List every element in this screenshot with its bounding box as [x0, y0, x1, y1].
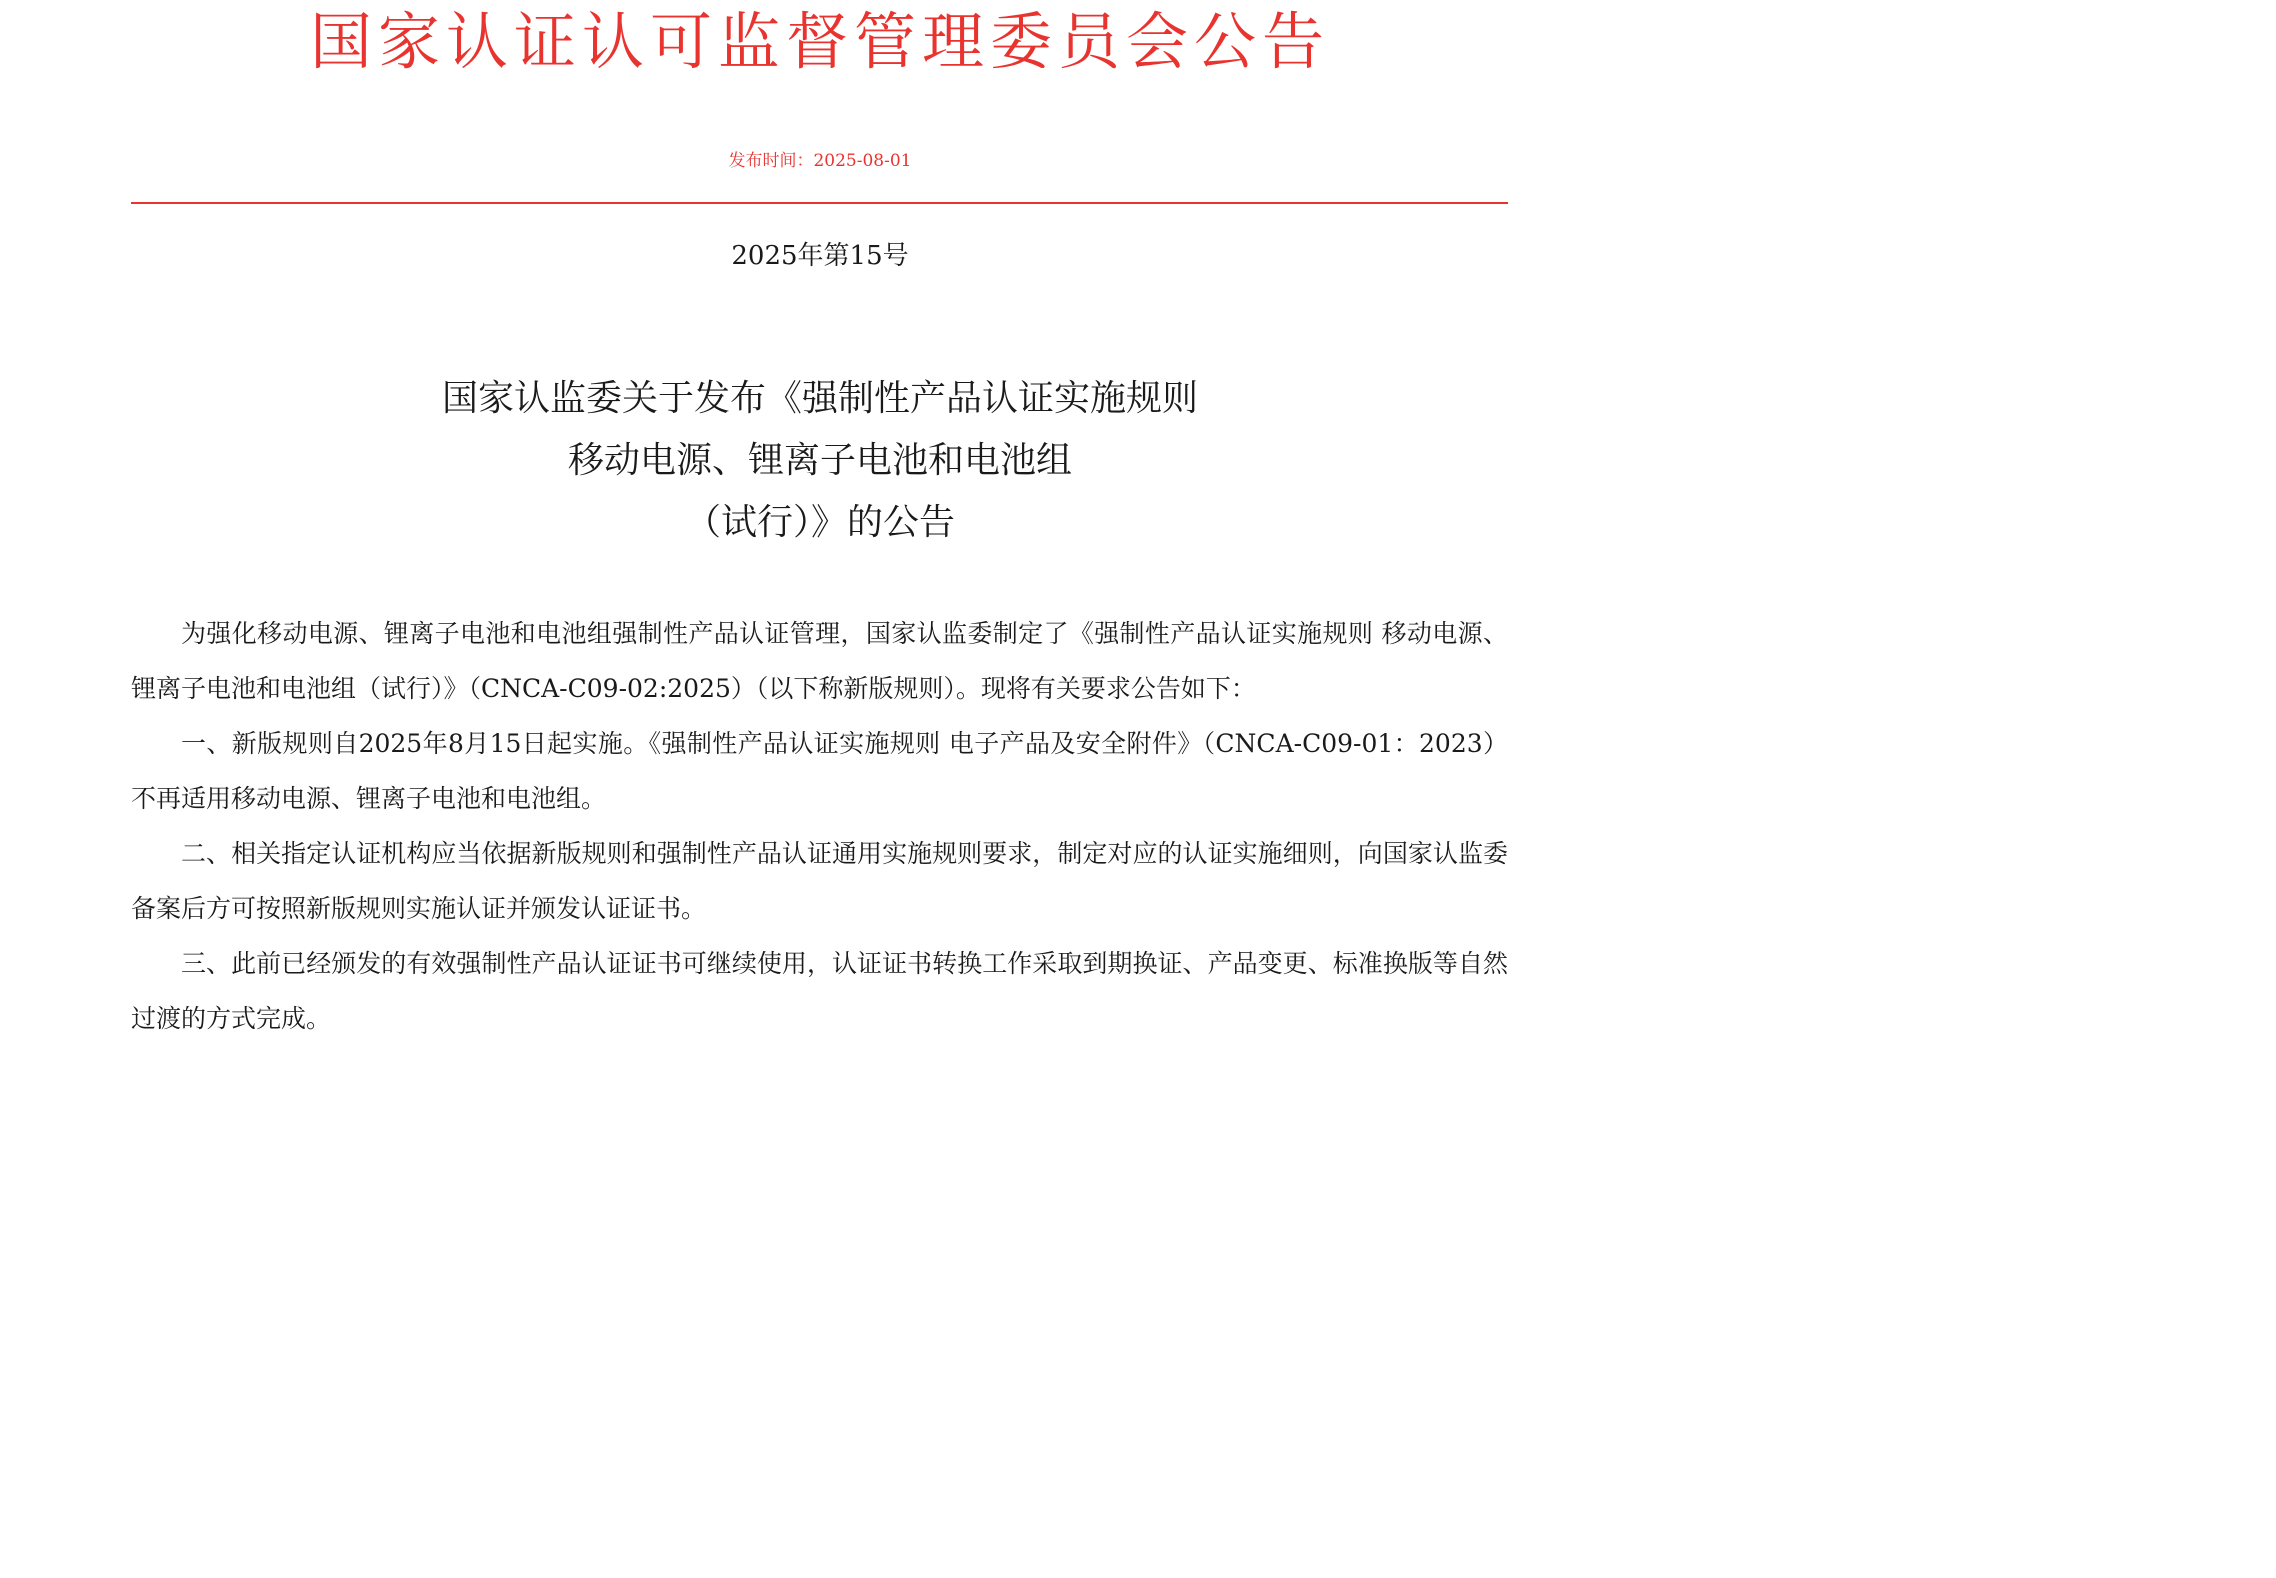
- publish-date: 发布时间：2025-08-01: [728, 151, 912, 171]
- header-divider: [131, 202, 1508, 204]
- document-title-line: 移动电源、锂离子电池和电池组: [567, 440, 1072, 481]
- document-title-line: 国家认监委关于发布《强制性产品认证实施规则: [441, 378, 1198, 419]
- body-paragraph-item-1: 一、新版规则自2025年8月15日起实施。《强制性产品认证实施规则 电子产品及安全附件》（CNCA-C09-01：2023）不再适用移动电源、锂离子电池和电池组。: [131, 729, 1508, 813]
- body-paragraph-item-2: 二、相关指定认证机构应当依据新版规则和强制性产品认证通用实施规则要求，制定对应的认证实施细则，向国家认监委备案后方可按照新版规则实施认证并颁发认证证书。: [131, 839, 1508, 923]
- document-body: [131, 606, 1508, 1046]
- body-paragraph-intro: 为强化移动电源、锂离子电池和电池组强制性产品认证管理，国家认监委制定了《强制性产品认证实施规则 移动电源、锂离子电池和电池组（试行）》（CNCA-C09-02:2025）（以下称新版规则）。现将有关要求公告如下：: [131, 619, 1508, 703]
- document-title-line: （试行）》的公告: [684, 502, 955, 543]
- masthead-title: 国家认证认可监督管理委员会公告: [309, 5, 1330, 78]
- document-title: [0, 368, 1640, 554]
- body-paragraph-item-3: 三、此前已经颁发的有效强制性产品认证证书可继续使用，认证证书转换工作采取到期换证、产品变更、标准换版等自然过渡的方式完成。: [131, 949, 1508, 1033]
- document-number: 2025年第15号: [731, 241, 909, 271]
